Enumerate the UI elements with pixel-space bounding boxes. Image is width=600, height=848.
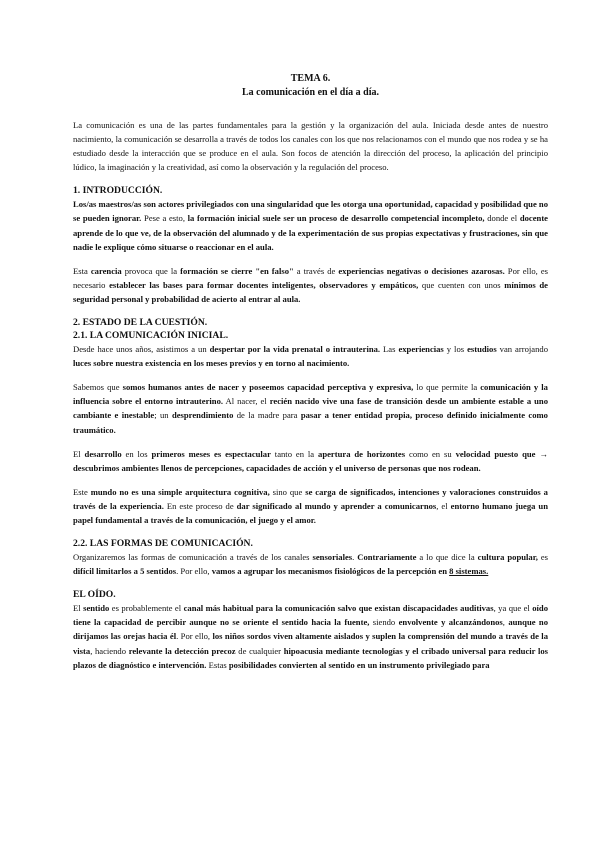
section-2-2-paragraph-1: Organizaremos las formas de comunicación a través de los canales sensoriales. Contrariamente a lo que dice la cultura popular, es difícil limitarlos a 5 sentidos. Por ello, vamos a agrupar los mecanismos fisiológicos de la percepción en 8 sistemas. — [73, 552, 549, 577]
section-2-1-paragraph-1: Desde hace unos años, asistimos a un despertar por la vida prenatal o intrauterina. Las experiencias y los estudios van arrojando luces sobre nuestra existencia en los meses previos y en torno al nacimiento. — [73, 344, 548, 369]
section-2-1-paragraph-3: El desarrollo en los primeros meses es espectacular tanto en la apertura de horizontes como en su velocidad puesto que → descubrimos ambientes llenos de percepciones, capacidades de acción y el universo de personas que nos rodean. — [73, 448, 548, 473]
section-1-heading: 1. INTRODUCCIÓN. — [73, 185, 163, 197]
intro-paragraph: La comunicación es una de las partes fundamentales para la gestión y la organización del aula. Iniciada desde antes de nuestro nacimiento, la comunicación se desarrolla a través de todos los canales con los que nos relacionamos con el mundo que nos rodea y se ha estudiado desde la interacción que se produce en el aula. Son focos de atención la dirección del proceso, la aplicación del principio lúdico, la imaginación y la creatividad, así como la observación y la regulación del proceso. — [73, 120, 548, 173]
section-2-1-heading: 2.1. LA COMUNICACIÓN INICIAL. — [73, 330, 229, 342]
section-2-1-paragraph-4: Este mundo no es una simple arquitectura cognitiva, sino que se carga de significados, intenciones y valoraciones construidos a través de la experiencia. En este proceso de dar significado al mundo y aprender a comunicarnos, el entorno humano juega un papel fundamental a través de la comunicación, el juego y el amor. — [73, 486, 548, 525]
oido-heading: EL OÍDO. — [73, 589, 116, 601]
section-1-paragraph-1: Los/as maestros/as son actores privilegiados con una singularidad que les otorga una oportunidad, capacidad y posibilidad que no se pueden ignorar. Pese a esto, la formación inicial suele ser un proceso de desarrollo competencial incompleto, donde el docente aprende de lo que ve, de la observación del alumnado y de la experimentación de sus propias expectativas y frustraciones, sin que nadie le explique cómo situarse o reaccionar en el aula. — [73, 199, 548, 252]
section-1-paragraph-2: Esta carencia provoca que la formación se cierre "en falso" a través de experiencias negativas o decisiones azarosas. Por ello, es necesario establecer las bases para formar docentes inteligentes, observadores y empáticos, que cuenten con unos mínimos de seguridad personal y probabilidad de acierto al entrar al aula. — [73, 265, 548, 304]
oido-paragraph-1: El sentido es probablemente el canal más habitual para la comunicación salvo que existan discapacidades auditivas, ya que el oído tiene la capacidad de percibir aunque no se oriente el sentido hacia la fuente, siendo envolvente y alcanzándonos, aunque no dirijamos las orejas hacia él. Por ello, los niños sordos viven altamente aislados y suplen la comprensión del mundo a través de la vista, haciendo relevante la detección precoz de cualquier hipoacusia mediante tecnologías y el cribado universal para reducir los plazos de diagnóstico e intervención. Estas posibilidades convierten al sentido en un instrumento privilegiado para — [73, 603, 548, 670]
doc-subtitle: La comunicación en el día a día. — [242, 87, 379, 98]
section-2-heading: 2. ESTADO DE LA CUESTIÓN. — [73, 317, 208, 329]
section-2-1-paragraph-2: Sabemos que somos humanos antes de nacer y poseemos capacidad perceptiva y expresiva, lo que permite la comunicación y la influencia sobre el entorno intrauterino. Al nacer, el recién nacido vive una fase de transición desde un ambiente estable a uno cambiante e inestable; un desprendimiento de la madre para pasar a tener entidad propia, proceso definido inicialmente como traumático. — [73, 382, 548, 435]
section-2-2-heading: 2.2. LAS FORMAS DE COMUNICACIÓN. — [73, 538, 253, 550]
doc-title: TEMA 6. — [290, 73, 331, 84]
